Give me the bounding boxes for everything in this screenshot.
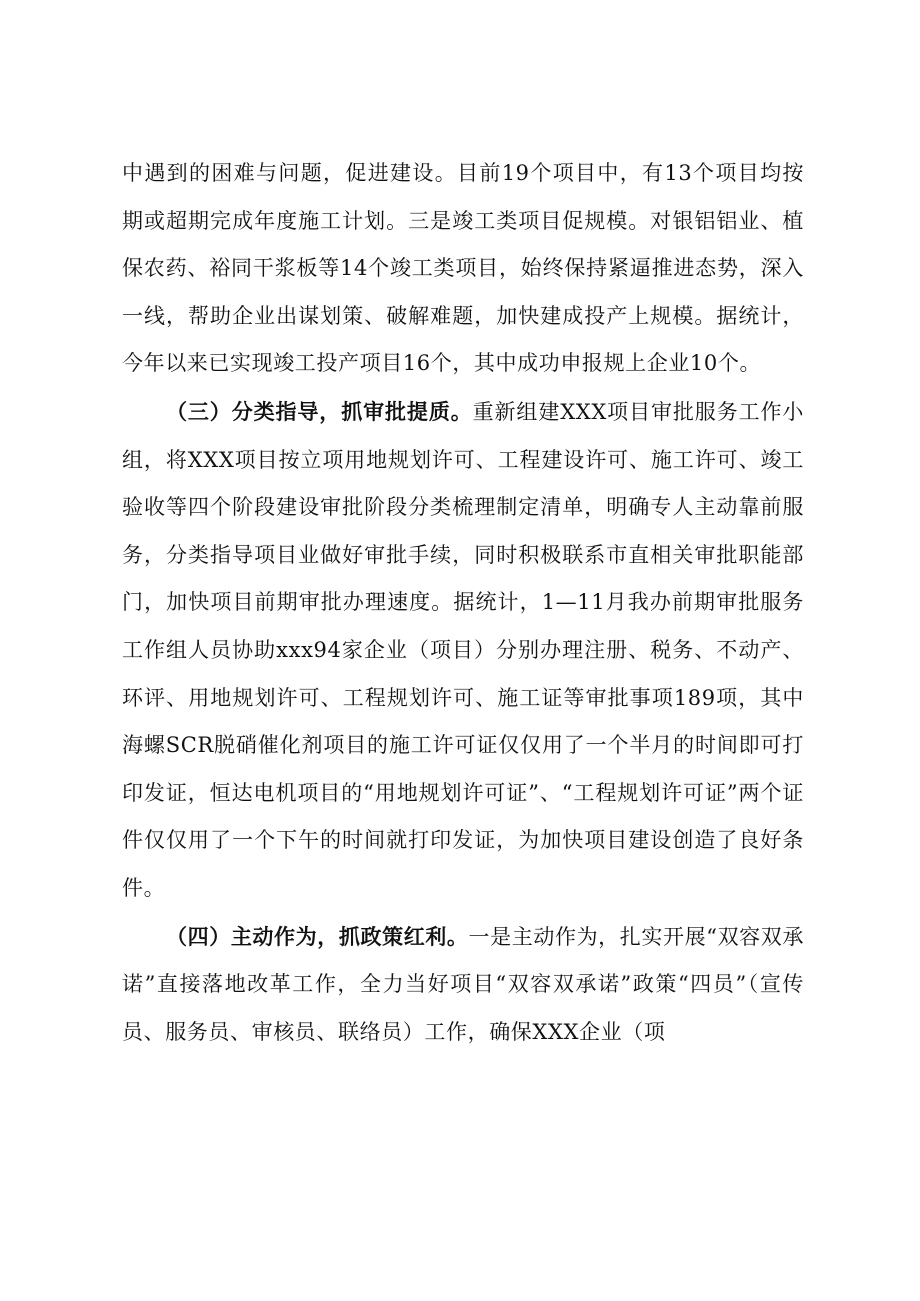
- document-body: [122, 150, 804, 1056]
- paragraph-section-3: [122, 388, 804, 913]
- section-heading-3: （三）分类指导，抓审批提质。: [166, 398, 473, 424]
- paragraph-text: 重新组建XXX项目审批服务工作小组，将XXX项目按立项用地规划许可、工程建设许可、施工许可、竣工验收等四个阶段建设审批阶段分类梳理制定清单，明确专人主动靠前服务，分类指导项目业做好审批手续，同时积极联系市直相关审批职能部门，加快项目前期审批办理速度。据统计，1—11月我办前期审批服务工作组人员协助xxx94家企业（项目）分别办理注册、税务、不动产、环评、用地规划许可、工程规划许可、施工证等审批事项189项，其中海螺SCR脱硝催化剂项目的施工许可证仅仅用了一个半月的时间即可打印发证，恒达电机项目的“用地规划许可证”、“工程规划许可证”两个证件仅仅用了一个下午的时间就打印发证，为加快项目建设创造了良好条件。: [122, 399, 804, 900]
- paragraph-continuation: [122, 150, 804, 388]
- paragraph-text: 中遇到的困难与问题，促进建设。目前19个项目中，有13个项目均按期或超期完成年度施工计划。三是竣工类项目促规模。对银铝铝业、植保农药、裕同干浆板等14个竣工类项目，始终保持紧逼推进态势，深入一线，帮助企业出谋划策、破解难题，加快建成投产上规模。据统计，今年以来已实现竣工投产项目16个，其中成功申报规上企业10个。: [122, 161, 804, 376]
- paragraph-text: 一是主动作为，扎实开展“双容双承诺”直接落地改革工作，全力当好项目“双容双承诺”政策“四员”（宣传员、服务员、审核员、联络员）工作，确保XXX企业（项: [122, 924, 804, 1044]
- paragraph-section-4: [122, 913, 804, 1057]
- section-heading-4: （四）主动作为，抓政策红利。: [166, 923, 469, 949]
